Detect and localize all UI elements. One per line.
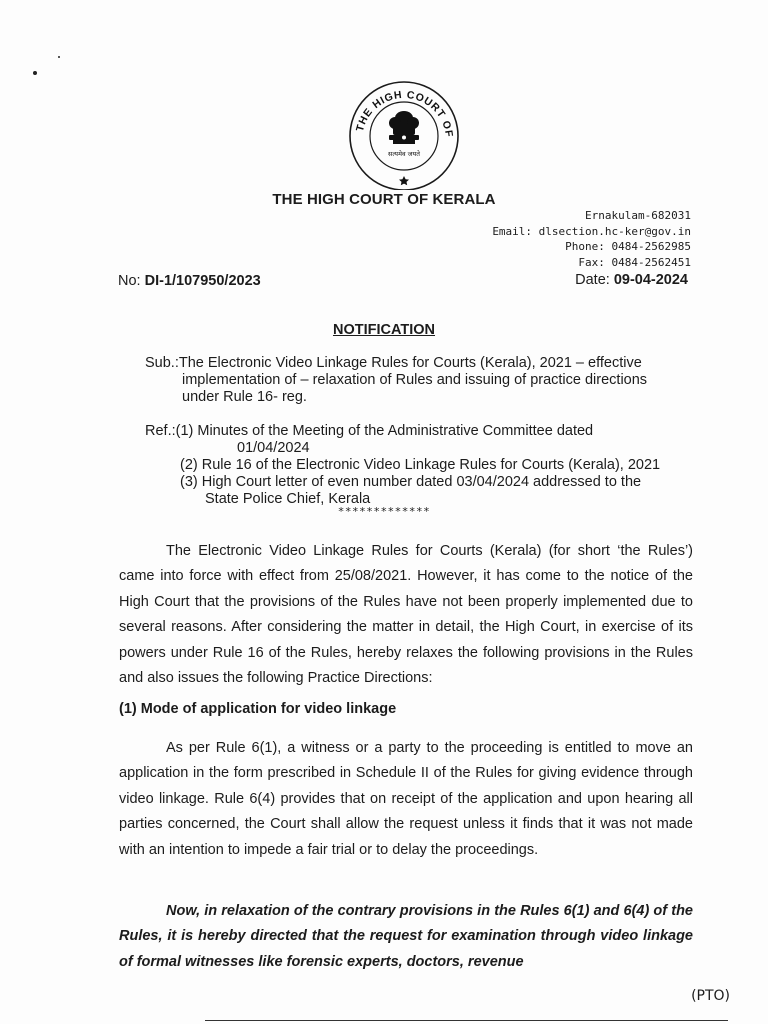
subject-line: under Rule 16- reg. [182, 389, 307, 405]
phone-line: Phone: 0484-2562985 [565, 240, 691, 254]
reference-item: Ref.:(1) Minutes of the Meeting of the Administrative Committee dated [145, 423, 594, 439]
address-line: Ernakulam-682031 [585, 209, 691, 222]
body-paragraph-emphasis [119, 899, 693, 975]
court-name: THE HIGH COURT OF KERALA [272, 191, 496, 208]
subject-line: Sub.:The Electronic Video Linkage Rules for Courts (Kerala), 2021 – effective [145, 355, 642, 371]
paragraph-text: The Electronic Video Linkage Rules for Courts (Kerala) (for short ‘the Rules’) came into force with effect from 25/08/2021. However, it has come to the notice of the High Court that the provisions of the Rules have not been properly implemented due to several reasons. After considering the matter in detail, the High Court, in exercise of its powers under Rule 16 of the Rules, hereby relaxes the following provisions in the Rules and also issues the following Practice Directions: [119, 543, 693, 687]
seal-motto: सत्यमेव जयते [388, 150, 420, 158]
contact-block [492, 208, 691, 270]
paragraph-text: As per Rule 6(1), a witness or a party to the proceeding is entitled to move an application in the form prescribed in Schedule II of the Rules for giving evidence through video linkage. Rule 6(4) provides that on receipt of the application and upon hearing all parties concerned, the Court shall allow the request unless it finds that it was not made with an intention to impede a fair trial or to delay the proceedings. [119, 740, 693, 858]
body-paragraph [119, 736, 693, 863]
notification-title: NOTIFICATION [332, 322, 436, 338]
reference-item-continuation: 01/04/2024 [237, 440, 310, 456]
reference-item: (2) Rule 16 of the Electronic Video Linkage Rules for Courts (Kerala), 2021 [180, 457, 661, 473]
references-block [145, 423, 705, 508]
scan-speck [33, 71, 37, 75]
notification-date [575, 272, 688, 288]
paragraph-text: Now, in relaxation of the contrary provisions in the Rules 6(1) and 6(4) of the Rules, it is hereby directed that the request for examination through video linkage of formal witnesses like forensic experts, doctors, revenue [119, 903, 693, 970]
subject-block [145, 355, 705, 406]
section-heading: (1) Mode of application for video linkage [119, 701, 397, 717]
fax-line: Fax: 0484-2562451 [578, 255, 691, 269]
date-label: Date: [575, 272, 610, 288]
email-line: Email: dlsection.hc-ker@gov.in [492, 224, 691, 238]
page-edge-line [205, 1020, 728, 1021]
reference-item-continuation: State Police Chief, Kerala [205, 491, 371, 507]
emblem-icon [389, 111, 419, 144]
date-value: 09-04-2024 [613, 272, 688, 288]
please-turn-over: (PTO) [691, 988, 730, 1004]
scan-speck [58, 56, 60, 58]
seal-ring-text: THE HIGH COURT OF [353, 88, 456, 139]
reference-number [118, 273, 261, 289]
separator-stars: ************* [337, 505, 431, 518]
star-icon [399, 176, 409, 185]
high-court-seal [344, 78, 464, 190]
reference-item: (3) High Court letter of even number dated 03/04/2024 addressed to the [180, 474, 642, 490]
subject-line: implementation of – relaxation of Rules and issuing of practice directions [182, 372, 648, 388]
reference-number-label: No: [118, 273, 141, 289]
body-paragraph [119, 539, 693, 691]
reference-number-value: DI-1/107950/2023 [144, 273, 261, 289]
